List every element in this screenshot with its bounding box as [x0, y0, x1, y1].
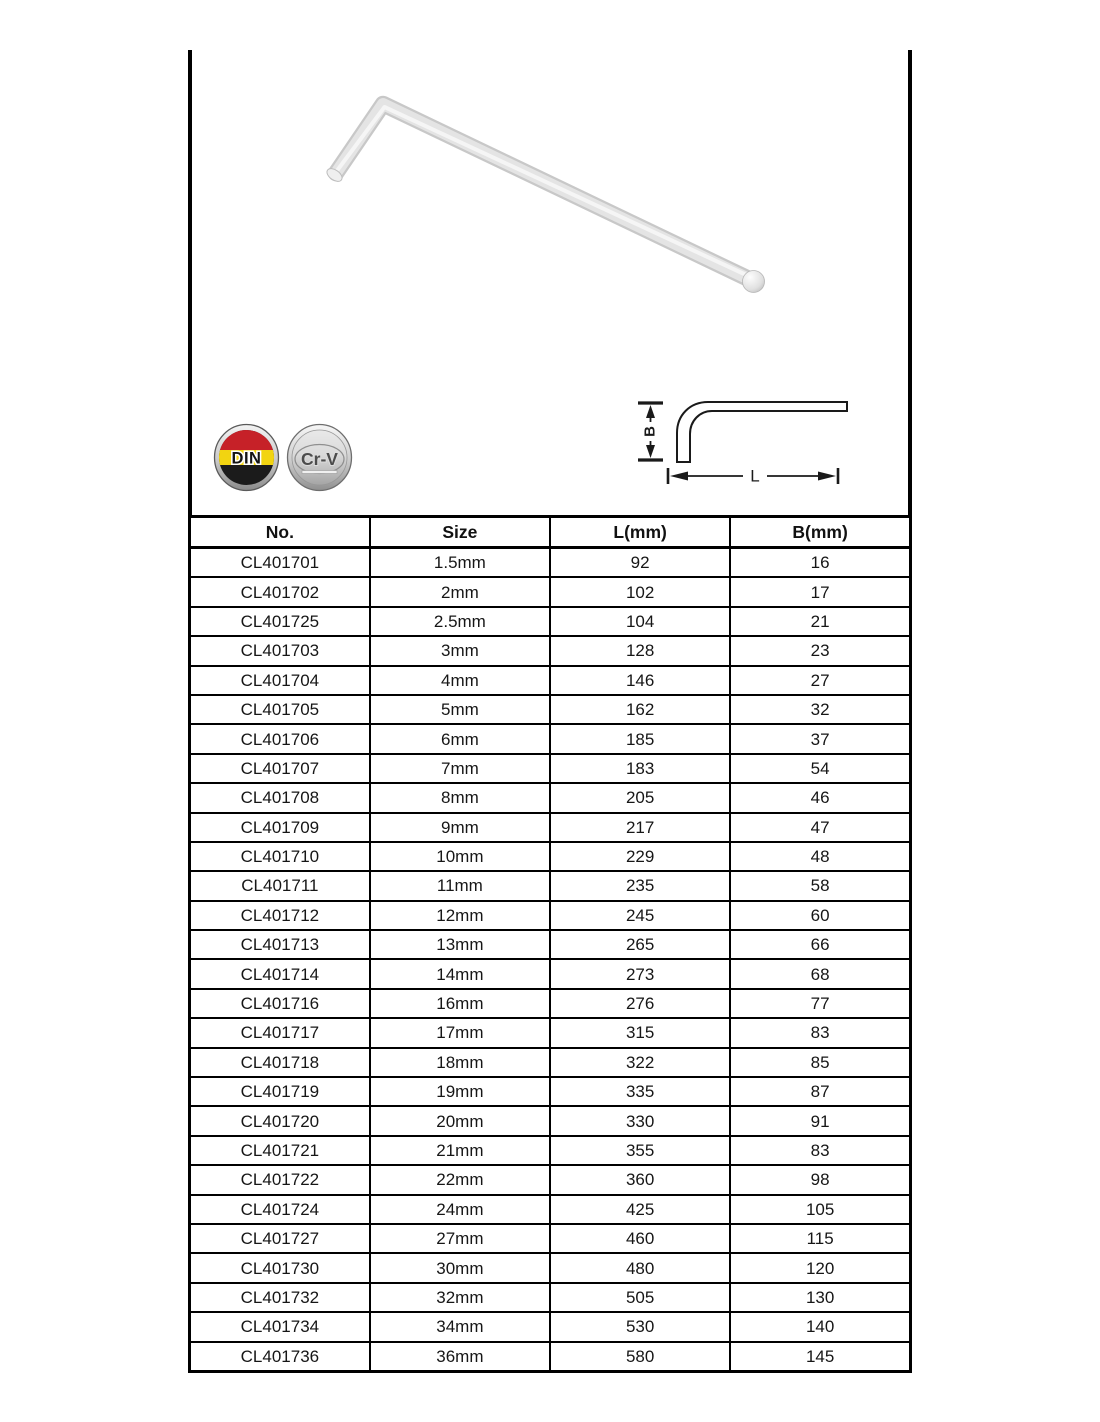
- table-row: [190, 871, 911, 900]
- table-row: [190, 1048, 911, 1077]
- table-row: [190, 1224, 911, 1253]
- cell-size: 20mm: [370, 1106, 550, 1135]
- cell-no: CL401727: [190, 1224, 370, 1253]
- cell-size: 5mm: [370, 695, 550, 724]
- cell-l: 265: [550, 930, 730, 959]
- table-row: [190, 842, 911, 871]
- wrench-outline: [677, 402, 847, 462]
- cell-size: 16mm: [370, 989, 550, 1018]
- cell-l: 330: [550, 1106, 730, 1135]
- cell-l: 229: [550, 842, 730, 871]
- cell-no: CL401736: [190, 1342, 370, 1372]
- cell-b: 85: [730, 1048, 910, 1077]
- cell-b: 16: [730, 548, 910, 578]
- cell-b: 37: [730, 724, 910, 753]
- cell-l: 183: [550, 754, 730, 783]
- cell-size: 19mm: [370, 1077, 550, 1106]
- cell-size: 30mm: [370, 1253, 550, 1282]
- table-row: [190, 724, 911, 753]
- cell-size: 27mm: [370, 1224, 550, 1253]
- cell-l: 104: [550, 607, 730, 636]
- cell-no: CL401721: [190, 1136, 370, 1165]
- cell-no: CL401730: [190, 1253, 370, 1282]
- cell-size: 9mm: [370, 813, 550, 842]
- cell-no: CL401708: [190, 783, 370, 812]
- cell-size: 13mm: [370, 930, 550, 959]
- cell-l: 360: [550, 1165, 730, 1194]
- table-row: [190, 548, 911, 578]
- cell-b: 17: [730, 577, 910, 606]
- table-row: [190, 1106, 911, 1135]
- cell-b: 83: [730, 1018, 910, 1047]
- cell-size: 34mm: [370, 1312, 550, 1341]
- table-row: [190, 695, 911, 724]
- cell-no: CL401710: [190, 842, 370, 871]
- cell-size: 32mm: [370, 1283, 550, 1312]
- cell-size: 21mm: [370, 1136, 550, 1165]
- cell-size: 3mm: [370, 636, 550, 665]
- cell-no: CL401705: [190, 695, 370, 724]
- cell-l: 217: [550, 813, 730, 842]
- cell-no: CL401734: [190, 1312, 370, 1341]
- cell-no: CL401711: [190, 871, 370, 900]
- cell-no: CL401718: [190, 1048, 370, 1077]
- cell-b: 87: [730, 1077, 910, 1106]
- cell-l: 102: [550, 577, 730, 606]
- din-badge-label: DIN: [231, 449, 262, 468]
- l-dimension-label: L: [750, 466, 760, 486]
- table-row: [190, 783, 911, 812]
- cell-l: 322: [550, 1048, 730, 1077]
- table-row: [190, 959, 911, 988]
- cell-l: 530: [550, 1312, 730, 1341]
- cell-l: 276: [550, 989, 730, 1018]
- cell-size: 11mm: [370, 871, 550, 900]
- cell-size: 2.5mm: [370, 607, 550, 636]
- cell-b: 140: [730, 1312, 910, 1341]
- cell-b: 21: [730, 607, 910, 636]
- cell-b: 120: [730, 1253, 910, 1282]
- cell-no: CL401719: [190, 1077, 370, 1106]
- cell-no: CL401724: [190, 1195, 370, 1224]
- cell-l: 205: [550, 783, 730, 812]
- cell-no: CL401722: [190, 1165, 370, 1194]
- cell-size: 36mm: [370, 1342, 550, 1372]
- cell-l: 235: [550, 871, 730, 900]
- cell-no: CL401703: [190, 636, 370, 665]
- cell-l: 162: [550, 695, 730, 724]
- ball-end: [743, 271, 765, 293]
- cell-b: 145: [730, 1342, 910, 1372]
- table-row: [190, 989, 911, 1018]
- cell-b: 46: [730, 783, 910, 812]
- table-row: [190, 666, 911, 695]
- cell-size: 8mm: [370, 783, 550, 812]
- table-row: [190, 901, 911, 930]
- cell-b: 58: [730, 871, 910, 900]
- cell-b: 47: [730, 813, 910, 842]
- cell-size: 7mm: [370, 754, 550, 783]
- hex-key-photo: [300, 80, 800, 320]
- cell-size: 24mm: [370, 1195, 550, 1224]
- cell-l: 185: [550, 724, 730, 753]
- dimension-b: [638, 403, 663, 460]
- table-row: [190, 1253, 911, 1282]
- cell-no: CL401704: [190, 666, 370, 695]
- table-row: [190, 1077, 911, 1106]
- cell-no: CL401714: [190, 959, 370, 988]
- table-row: [190, 1018, 911, 1047]
- cell-b: 27: [730, 666, 910, 695]
- table-row: [190, 636, 911, 665]
- table-row: [190, 607, 911, 636]
- cell-size: 18mm: [370, 1048, 550, 1077]
- page-left-border: [188, 50, 192, 516]
- cell-size: 2mm: [370, 577, 550, 606]
- cell-size: 12mm: [370, 901, 550, 930]
- cell-b: 48: [730, 842, 910, 871]
- cell-no: CL401702: [190, 577, 370, 606]
- cell-size: 10mm: [370, 842, 550, 871]
- table-row: [190, 1312, 911, 1341]
- table-row: [190, 1283, 911, 1312]
- cell-l: 425: [550, 1195, 730, 1224]
- cell-b: 66: [730, 930, 910, 959]
- cell-no: CL401701: [190, 548, 370, 578]
- col-header-l: L(mm): [550, 517, 730, 548]
- cell-b: 105: [730, 1195, 910, 1224]
- cell-l: 460: [550, 1224, 730, 1253]
- table-row: [190, 754, 911, 783]
- table-row: [190, 1342, 911, 1372]
- spec-table: [188, 515, 912, 1373]
- dimension-l: [668, 467, 838, 486]
- cell-l: 128: [550, 636, 730, 665]
- cell-b: 130: [730, 1283, 910, 1312]
- cell-l: 480: [550, 1253, 730, 1282]
- spec-table-body: [190, 548, 911, 1372]
- cell-b: 77: [730, 989, 910, 1018]
- cell-b: 83: [730, 1136, 910, 1165]
- table-row: [190, 930, 911, 959]
- cell-size: 22mm: [370, 1165, 550, 1194]
- table-row: [190, 813, 911, 842]
- cell-b: 23: [730, 636, 910, 665]
- cell-no: CL401712: [190, 901, 370, 930]
- b-dimension-label: B: [641, 426, 659, 437]
- din-badge-icon: [213, 423, 280, 492]
- table-row: [190, 1195, 911, 1224]
- badge-row: [213, 423, 353, 492]
- cell-l: 355: [550, 1136, 730, 1165]
- cell-size: 6mm: [370, 724, 550, 753]
- cell-l: 92: [550, 548, 730, 578]
- cell-no: CL401713: [190, 930, 370, 959]
- cell-l: 335: [550, 1077, 730, 1106]
- cell-l: 580: [550, 1342, 730, 1372]
- col-header-b: B(mm): [730, 517, 910, 548]
- dimension-diagram: [610, 388, 910, 500]
- cell-l: 315: [550, 1018, 730, 1047]
- cell-no: CL401709: [190, 813, 370, 842]
- cell-l: 273: [550, 959, 730, 988]
- col-header-size: Size: [370, 517, 550, 548]
- cell-b: 54: [730, 754, 910, 783]
- cell-no: CL401717: [190, 1018, 370, 1047]
- cell-b: 115: [730, 1224, 910, 1253]
- crv-badge-label: Cr-V: [301, 449, 338, 469]
- cell-size: 14mm: [370, 959, 550, 988]
- cell-b: 98: [730, 1165, 910, 1194]
- hex-key-shape: [325, 104, 765, 293]
- cell-b: 68: [730, 959, 910, 988]
- table-row: [190, 577, 911, 606]
- cell-l: 245: [550, 901, 730, 930]
- cell-no: CL401706: [190, 724, 370, 753]
- col-header-no: No.: [190, 517, 370, 548]
- cell-b: 91: [730, 1106, 910, 1135]
- cell-no: CL401725: [190, 607, 370, 636]
- cell-l: 146: [550, 666, 730, 695]
- cell-b: 60: [730, 901, 910, 930]
- header-row: [190, 517, 911, 548]
- cell-no: CL401707: [190, 754, 370, 783]
- cell-size: 4mm: [370, 666, 550, 695]
- table-row: [190, 1136, 911, 1165]
- cell-no: CL401720: [190, 1106, 370, 1135]
- cell-no: CL401732: [190, 1283, 370, 1312]
- table-row: [190, 1165, 911, 1194]
- cell-l: 505: [550, 1283, 730, 1312]
- cell-b: 32: [730, 695, 910, 724]
- crv-badge-icon: [286, 423, 353, 492]
- cell-size: 1.5mm: [370, 548, 550, 578]
- cell-size: 17mm: [370, 1018, 550, 1047]
- cell-no: CL401716: [190, 989, 370, 1018]
